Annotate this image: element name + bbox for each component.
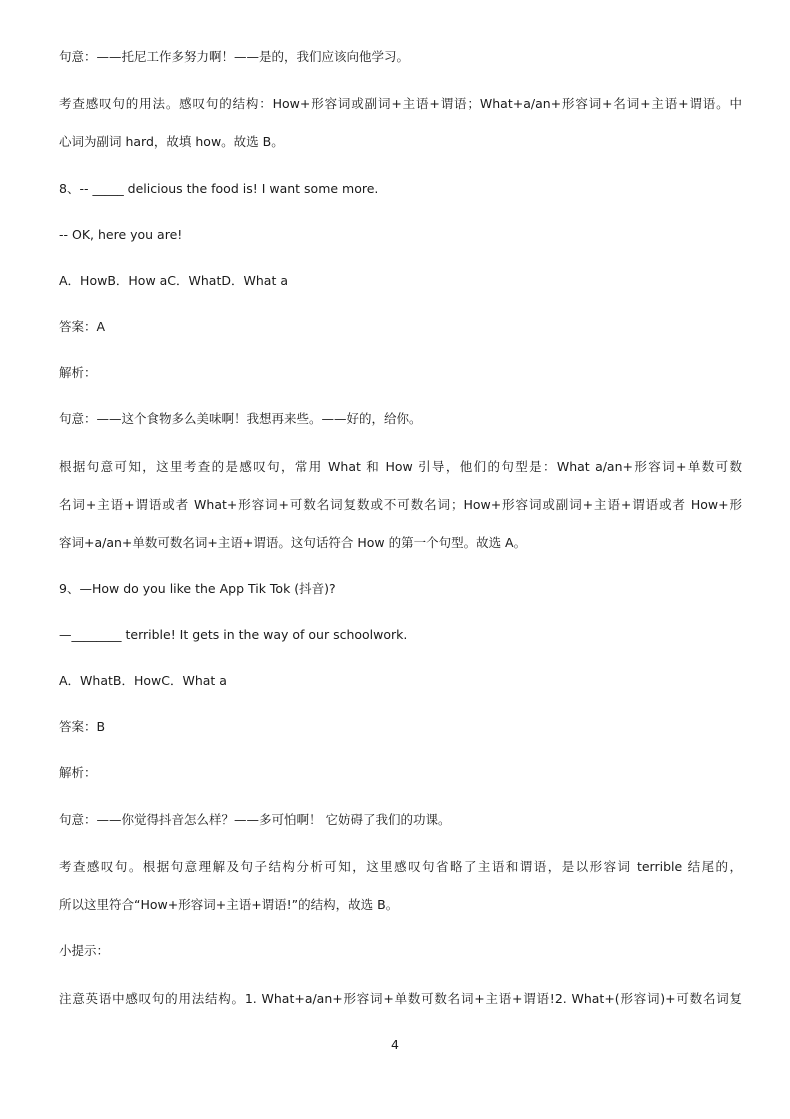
explanation-line: 名词+主语+谓语或者 What+形容词+可数名词复数或不可数名词；How+形容词或副词+主语+谓语或者 How+形	[59, 497, 742, 512]
question-8-options: A．HowB．How aC．WhatD．What a	[59, 273, 288, 288]
explanation-line: 考查感叹句的用法。感叹句的结构：How+形容词或副词+主语+谓语；What+a/an+形容词+名词+主语+谓语。中	[59, 96, 742, 111]
explanation-line: 根据句意可知，这里考查的是感叹句，常用 What 和 How 引导，他们的句型是：What a/an+形容词+单数可数	[59, 459, 742, 474]
question-9-options: A．WhatB．HowC．What a	[59, 673, 227, 688]
analysis-heading: 解析：	[59, 365, 97, 380]
question-8-answer: 答案：A	[59, 319, 106, 334]
question-8-response: -- OK, here you are!	[59, 227, 183, 242]
sentence-meaning-line: 句意：——你觉得抖音怎么样？——多可怕啊！ 它妨碍了我们的功课。	[59, 812, 451, 827]
question-8-stem: 8、-- _____ delicious the food is! I want some more.	[59, 181, 379, 196]
explanation-line: 心词为副词 hard，故填 how。故选 B。	[59, 134, 284, 149]
analysis-heading: 解析：	[59, 765, 97, 780]
explanation-line: 考查感叹句。根据句意理解及句子结构分析可知，这里感叹句省略了主语和谓语，是以形容词 terrible 结尾的，	[59, 859, 742, 874]
explanation-line: 容词+a/an+单数可数名词+主语+谓语。这句话符合 How 的第一个句型。故选 A。	[59, 535, 527, 550]
question-9-answer: 答案：B	[59, 719, 106, 734]
question-9-response: —________ terrible! It gets in the way of our schoolwork.	[59, 627, 408, 642]
tip-line: 注意英语中感叹句的用法结构。1. What+a/an+形容词+单数可数名词+主语+谓语!2. What+(形容词)+可数名词复	[59, 991, 742, 1006]
tip-heading: 小提示：	[59, 943, 110, 958]
page-number: 4	[391, 1037, 399, 1052]
question-9-stem: 9、—How do you like the App Tik Tok (抖音)?	[59, 581, 336, 596]
sentence-meaning-line: 句意：——托尼工作多努力啊！——是的，我们应该向他学习。	[59, 49, 410, 64]
explanation-line: 所以这里符合“How+形容词+主语+谓语!”的结构，故选 B。	[59, 897, 399, 912]
sentence-meaning-line: 句意：——这个食物多么美味啊！我想再来些。——好的，给你。	[59, 411, 422, 426]
